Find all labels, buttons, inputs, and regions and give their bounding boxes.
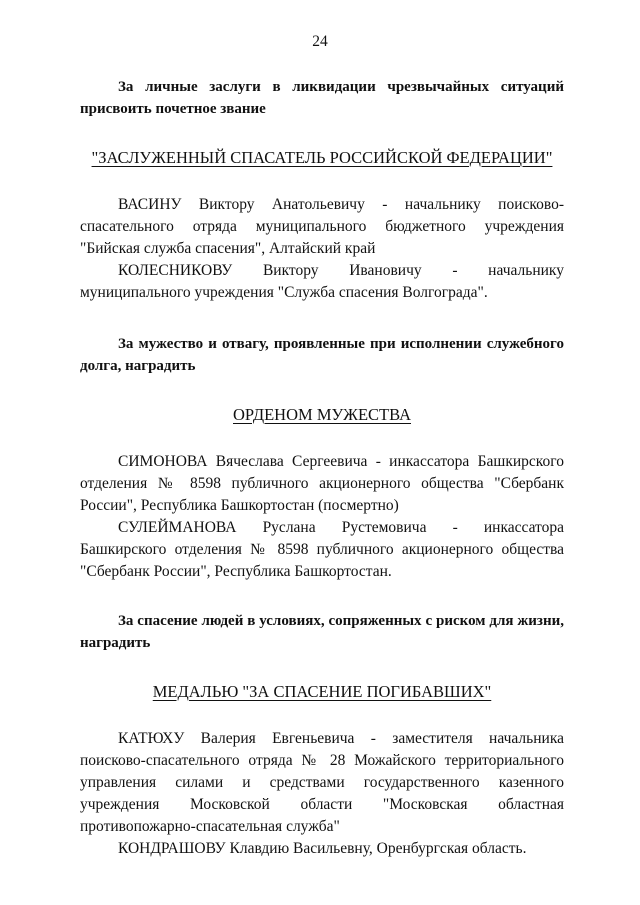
document-body <box>80 76 564 860</box>
award-title <box>80 682 564 702</box>
recipient-entry: КОНДРАШОВУ Клавдию Васильевну, Оренбургская область. <box>118 840 527 857</box>
recipient-entry: ВАСИНУ Виктору Анатольевичу - начальнику поисково-спасательного отряда муниципального бюджетного учреждения "Бийская служба спасения", Алтайский край <box>80 196 564 257</box>
section-heading: За спасение людей в условиях, сопряженных с риском для жизни, наградить <box>80 613 564 651</box>
recipient-entry: СУЛЕЙМАНОВА Руслана Рустемовича - инкассатора Башкирского отделения № 8598 публичного акционерного общества "Сбербанк России", Республика Башкортостан. <box>80 519 564 580</box>
award-title-text: МЕДАЛЬЮ "ЗА СПАСЕНИЕ ПОГИБАВШИХ" <box>152 682 492 701</box>
award-title-text: "ЗАСЛУЖЕННЫЙ СПАСАТЕЛЬ РОССИЙСКОЙ ФЕДЕРАЦИИ" <box>91 148 553 167</box>
page-number: 24 <box>312 33 328 50</box>
recipient-entry: КОЛЕСНИКОВУ Виктору Ивановичу - начальнику муниципального учреждения "Служба спасения Волгограда". <box>80 262 564 301</box>
section-heading: За мужество и отвагу, проявленные при исполнении служебного долга, наградить <box>80 336 564 374</box>
recipient-entry: КАТЮХУ Валерия Евгеньевича - заместителя начальника поисково-спасательного отряда № 28 Можайского территориального управления силами и средствами государственного казенного учреждения Московской области "Московская областная противопожарно-спасательная служба" <box>80 730 564 835</box>
award-title <box>80 148 564 168</box>
award-title <box>80 405 564 425</box>
section-heading: За личные заслуги в ликвидации чрезвычайных ситуаций присвоить почетное звание <box>80 79 564 117</box>
recipient-entry: СИМОНОВА Вячеслава Сергеевича - инкассатора Башкирского отделения № 8598 публичного акционерного общества "Сбербанк России", Республика Башкортостан (посмертно) <box>80 453 564 514</box>
award-title-text: ОРДЕНОМ МУЖЕСТВА <box>233 405 411 424</box>
